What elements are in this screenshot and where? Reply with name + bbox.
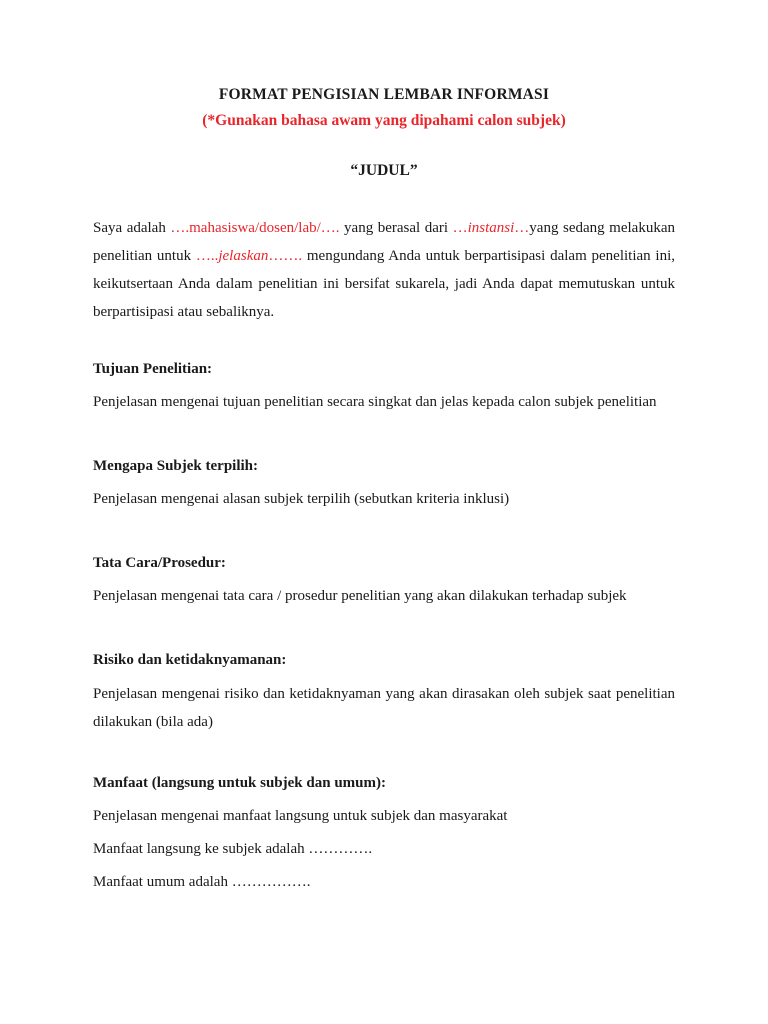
- intro-text-2: yang berasal dari: [339, 220, 453, 236]
- document-judul: “JUDUL”: [350, 162, 418, 179]
- intro-placeholder-institution-dots-a: …: [452, 220, 468, 236]
- section-heading-mengapa: Mengapa Subjek terpilih:: [93, 458, 259, 474]
- intro-text-4: mengundang Anda untuk berpartisipasi dalam penelitian ini, keikutsertaan Anda dalam penelitian ini bersifat sukarela, jadi Anda dapat memutuskan untuk berpartisipasi atau sebaliknya.: [93, 248, 676, 320]
- section-text-manfaat-1: Penjelasan mengenai manfaat langsung untuk subjek dan masyarakat: [93, 808, 508, 824]
- intro-text-1: Saya adalah: [93, 220, 171, 236]
- section-heading-tatacara: Tata Cara/Prosedur:: [93, 555, 226, 571]
- section-text-tujuan: Penjelasan mengenai tujuan penelitian secara singkat dan jelas kepada calon subjek penelitian: [93, 394, 657, 410]
- intro-placeholder-institution: instansi: [467, 220, 515, 236]
- intro-placeholder-explain-dots-b: …….: [268, 248, 303, 264]
- intro-placeholder-role: ….mahasiswa/dosen/lab/….: [170, 220, 340, 236]
- intro-placeholder-explain: jelaskan: [218, 248, 269, 264]
- section-text-risiko: Penjelasan mengenai risiko dan ketidaknyaman yang akan dirasakan oleh subjek saat penelitian dilakukan (bila ada): [93, 686, 675, 730]
- intro-text-3: yang sedang melakukan penelitian untuk: [93, 220, 675, 264]
- section-heading-risiko: Risiko dan ketidaknyamanan:: [93, 652, 287, 668]
- section-text-tatacara: Penjelasan mengenai tata cara / prosedur penelitian yang akan dilakukan terhadap subjek: [93, 588, 627, 604]
- section-text-mengapa: Penjelasan mengenai alasan subjek terpilih (sebutkan kriteria inklusi): [93, 491, 510, 507]
- document-title: FORMAT PENGISIAN LEMBAR INFORMASI: [218, 86, 550, 103]
- section-text-manfaat-2: Manfaat langsung ke subjek adalah ………….: [93, 841, 373, 857]
- section-text-manfaat-3: Manfaat umum adalah …………….: [93, 874, 311, 890]
- document-subtitle: (*Gunakan bahasa awam yang dipahami calon subjek): [202, 112, 566, 129]
- intro-placeholder-institution-dots-b: …: [514, 220, 530, 236]
- intro-paragraph: [93, 214, 675, 326]
- section-heading-tujuan: Tujuan Penelitian:: [93, 361, 213, 377]
- section-heading-manfaat: Manfaat (langsung untuk subjek dan umum):: [93, 775, 386, 791]
- intro-placeholder-explain-dots-a: …..: [195, 248, 219, 264]
